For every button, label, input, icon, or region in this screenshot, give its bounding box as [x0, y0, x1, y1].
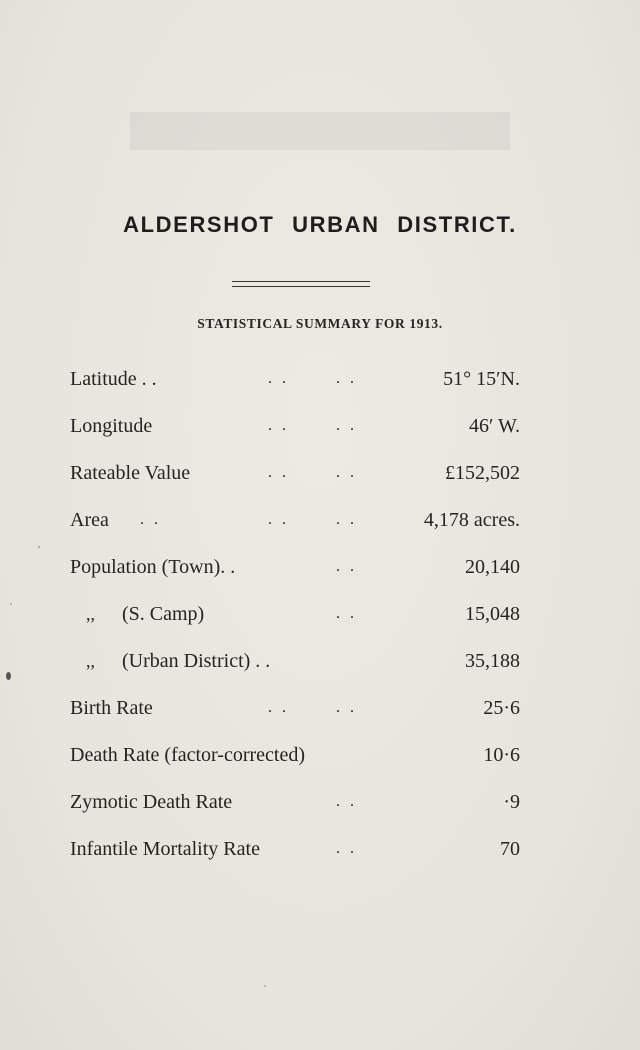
stat-row-latitude — [70, 364, 520, 411]
bleed-through-mark — [130, 102, 510, 162]
leader-dots: . . — [336, 840, 357, 857]
stat-value: 4,178 acres. — [423, 509, 520, 531]
leader-dots: . . — [336, 605, 357, 622]
stat-row-infantile-mortality-rate — [70, 834, 520, 881]
stat-row-area — [70, 505, 520, 552]
stat-label: Longitude — [70, 415, 153, 437]
ditto-mark: ,, — [86, 651, 95, 671]
stat-label: Rateable Value — [70, 462, 191, 484]
stat-label: Latitude . . — [70, 368, 157, 390]
stat-label: Population (Town). . — [70, 556, 236, 578]
document-title: ALDERSHOT URBAN DISTRICT. — [123, 212, 517, 237]
leader-dots: . . — [140, 511, 161, 528]
stat-label: Infantile Mortality Rate — [70, 838, 260, 860]
ditto-mark: ,, — [86, 604, 95, 624]
stat-value: 35,188 — [465, 650, 520, 672]
stat-value: 46′ W. — [468, 415, 520, 437]
leader-dots: . . — [268, 370, 289, 387]
title-double-rule-top — [232, 281, 370, 282]
leader-dots: . . — [336, 464, 357, 481]
stat-row-population-camp — [70, 599, 520, 646]
stat-value: 20,140 — [465, 556, 520, 578]
stat-row-population-urban-district — [70, 646, 520, 693]
stat-row-population-town — [70, 552, 520, 599]
stat-row-zymotic-death-rate — [70, 787, 520, 834]
stat-row-death-rate — [70, 740, 520, 787]
stat-label: Death Rate (factor-corrected) — [70, 744, 305, 766]
document-subtitle: STATISTICAL SUMMARY FOR 1913. — [197, 316, 443, 331]
leader-dots: . . — [336, 370, 357, 387]
stat-row-rateable-value — [70, 458, 520, 505]
leader-dots: . . — [336, 417, 357, 434]
stat-value: £152,502 — [445, 462, 520, 484]
title-double-rule-bottom — [232, 286, 370, 287]
leader-dots: . . — [336, 699, 357, 716]
stat-label: Area — [70, 509, 109, 531]
stat-value: 51° 15′N. — [443, 368, 520, 390]
stat-value: ·9 — [503, 791, 520, 813]
leader-dots: . . — [268, 417, 289, 434]
stat-label: Birth Rate — [70, 697, 153, 719]
stat-label: ,, (S. Camp) — [86, 599, 204, 629]
leader-dots: . . — [268, 511, 289, 528]
stat-row-birth-rate — [70, 693, 520, 740]
leader-dots: . . — [336, 558, 357, 575]
stat-row-longitude — [70, 411, 520, 458]
stat-label: Zymotic Death Rate — [70, 791, 233, 813]
stat-value: 70 — [500, 838, 520, 860]
leader-dots: . . — [336, 793, 357, 810]
stat-value: 25·6 — [483, 697, 520, 719]
stat-value: 10·6 — [483, 744, 520, 766]
leader-dots: . . — [268, 699, 289, 716]
stat-label: ,, (Urban District) . . — [86, 646, 270, 676]
stat-value: 15,048 — [465, 603, 520, 625]
leader-dots: . . — [336, 511, 357, 528]
statistics-table — [70, 364, 520, 881]
leader-dots: . . — [268, 464, 289, 481]
